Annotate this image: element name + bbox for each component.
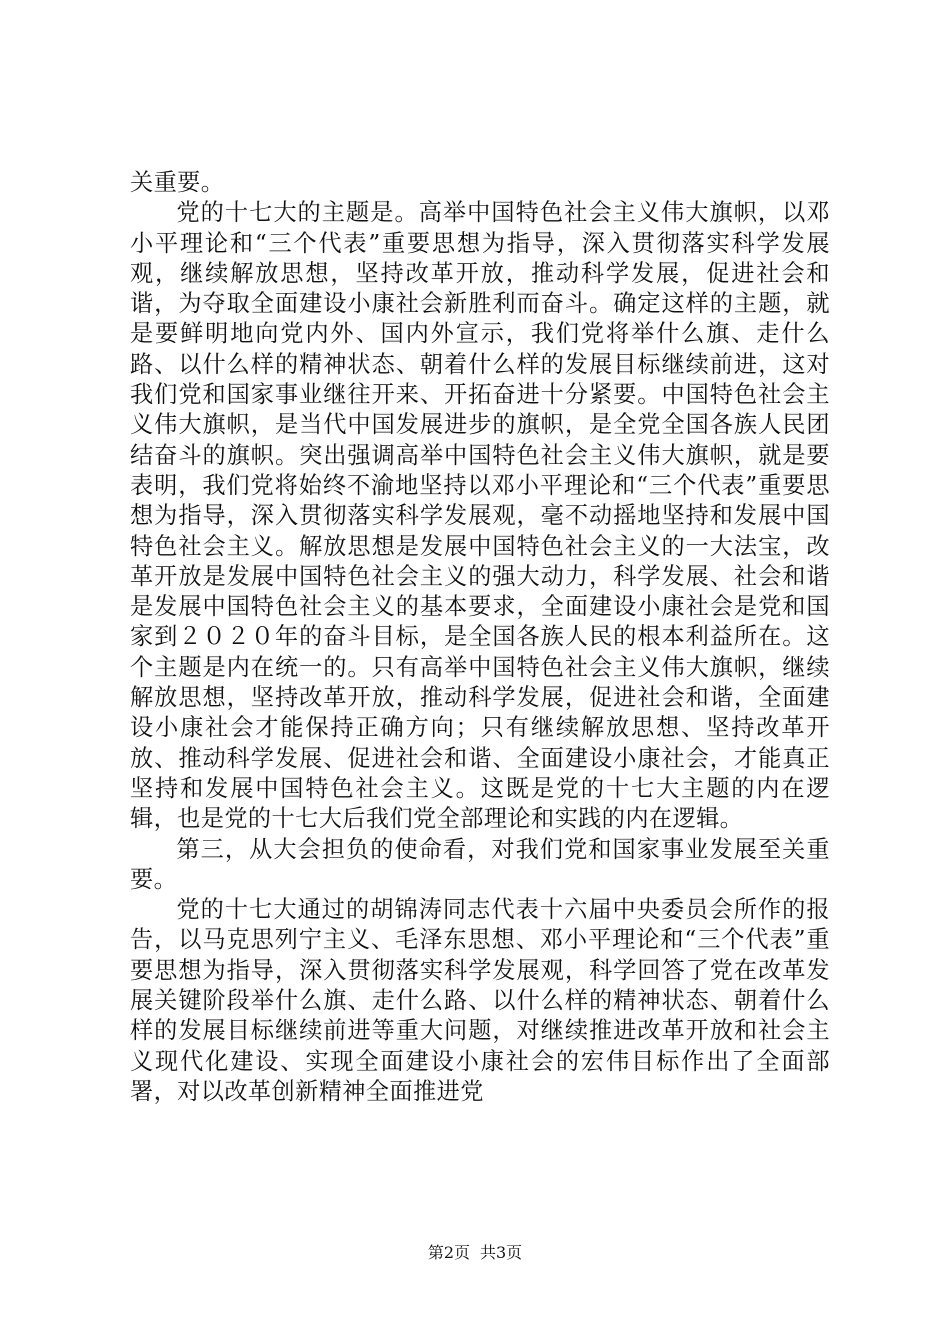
page-number: 第2页	[427, 1243, 470, 1262]
paragraph-2: 党的十七大的主题是。高举中国特色社会主义伟大旗帜，以邓小平理论和“三个代表”重要思想为指导，深入贯彻落实科学发展观，继续解放思想，坚持改革开放，推动科学发展，促进社会和谐，为夺取全面建设小康社会新胜利而奋斗。确定这样的主题，就是要鲜明地向党内外、国内外宣示，我们党将举什么旗、走什么路、以什么样的精神状态、朝着什么样的发展目标继续前进，这对我们党和国家事业继往开来、开拓奋进十分紧要。中国特色社会主义伟大旗帜，是当代中国发展进步的旗帜，是全党全国各族人民团结奋斗的旗帜。突出强调高举中国特色社会主义伟大旗帜，就是要表明，我们党将始终不渝地坚持以邓小平理论和“三个代表”重要思想为指导，深入贯彻落实科学发展观，毫不动摇地坚持和发展中国特色社会主义。解放思想是发展中国特色社会主义的一大法宝，改革开放是发展中国特色社会主义的强大动力，科学发展、社会和谐是发展中国特色社会主义的基本要求，全面建设小康社会是党和国家到２０２０年的奋斗目标，是全国各族人民的根本利益所在。这个主题是内在统一的。只有高举中国特色社会主义伟大旗帜，继续解放思想，坚持改革开放，推动科学发展，促进社会和谐，全面建设小康社会才能保持正确方向；只有继续解放思想、坚持改革开放、推动科学发展、促进社会和谐、全面建设小康社会，才能真正坚持和发展中国特色社会主义。这既是党的十七大主题的内在逻辑，也是党的十七大后我们党全部理论和实践的内在逻辑。	[130, 199, 830, 833]
paragraph-4: 党的十七大通过的胡锦涛同志代表十六届中央委员会所作的报告，以马克思列宁主义、毛泽东思想、邓小平理论和“三个代表”重要思想为指导，深入贯彻落实科学发展观，科学回答了党在改革发展关键阶段举什么旗、走什么路、以什么样的精神状态、朝着什么样的发展目标继续前进等重大问题，对继续推进改革开放和社会主义现代化建设、实现全面建设小康社会的宏伟目标作出了全面部署，对以改革创新精神全面推进党	[130, 896, 830, 1105]
paragraph-3: 第三，从大会担负的使命看，对我们党和国家事业发展至关重要。	[130, 835, 830, 893]
page-total: 共3页	[480, 1243, 523, 1262]
paragraph-1: 关重要。	[130, 169, 225, 196]
document-body	[130, 168, 830, 1107]
page-footer	[0, 1242, 950, 1264]
